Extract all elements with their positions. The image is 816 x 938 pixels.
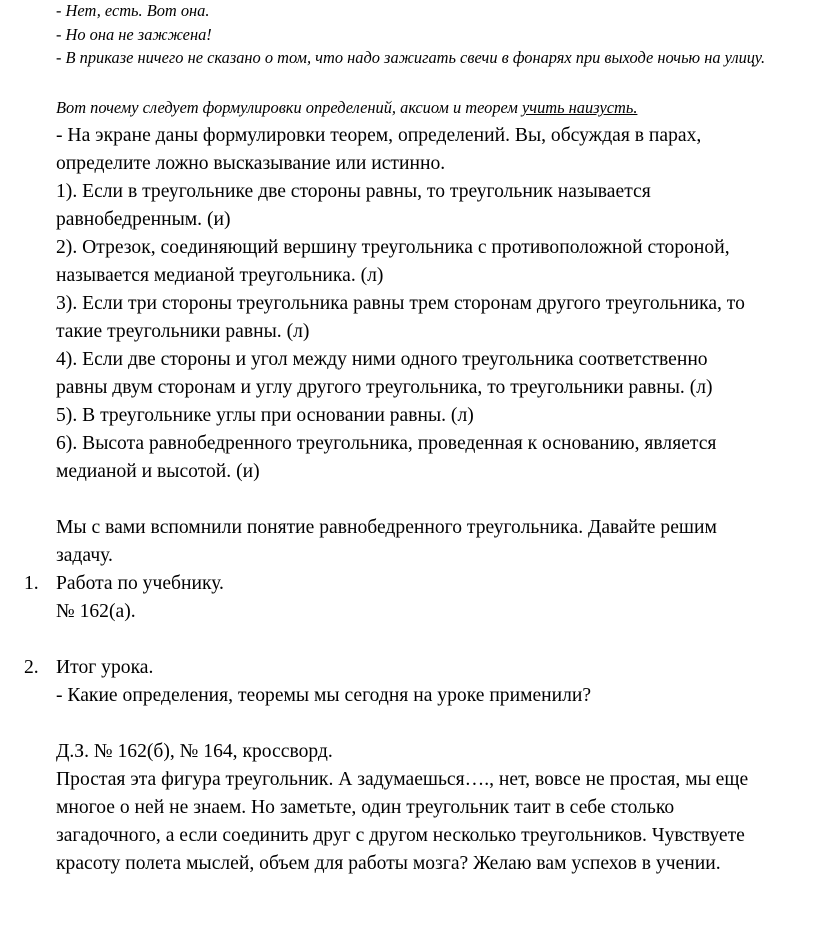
statement-1-line-1: 1). Если в треугольнике две стороны равны, то треугольник называется	[56, 181, 651, 202]
statement-4-line-1: 4). Если две стороны и угол между ними одного треугольника соответственно	[56, 349, 708, 370]
moral-underlined: учить наизусть.	[521, 98, 638, 117]
list-number-2: 2.	[24, 657, 39, 678]
moral-text: Вот почему следует формулировки определений, аксиом и теорем	[56, 98, 518, 117]
closing-line-4: красоту полета мыслей, объем для работы мозга? Желаю вам успехов в учении.	[56, 853, 721, 874]
closing-line-1: Простая эта фигура треугольник. А задумаешься…., нет, вовсе не простая, мы еще	[56, 769, 749, 790]
statement-1-line-2: равнобедренным. (и)	[56, 209, 231, 230]
recap-line-1: Мы с вами вспомнили понятие равнобедренного треугольника. Давайте решим	[56, 517, 717, 538]
dialogue-line-2: - Но она не зажжена!	[56, 25, 212, 44]
closing-line-3: загадочного, а если соединить друг с другом несколько треугольников. Чувствуете	[56, 825, 745, 846]
list-item-2-detail: - Какие определения, теоремы мы сегодня на уроке применили?	[56, 685, 592, 706]
dialogue-line-3: - В приказе ничего не сказано о том, что надо зажигать свечи в фонарях при выходе ночью на улицу.	[56, 48, 766, 67]
list-item-1-title: Работа по учебнику.	[56, 573, 224, 594]
task-intro-line-2: определите ложно высказывание или истинно.	[56, 153, 446, 174]
homework-line: Д.З. № 162(б), № 164, кроссворд.	[56, 741, 333, 762]
statement-6-line-1: 6). Высота равнобедренного треугольника, проведенная к основанию, является	[56, 433, 717, 454]
list-number-1: 1.	[24, 573, 39, 594]
list-item-2-title: Итог урока.	[56, 657, 154, 678]
dialogue-line-1: - Нет, есть. Вот она.	[56, 1, 210, 20]
statement-2-line-2: называется медианой треугольника. (л)	[56, 265, 384, 286]
list-item-1-detail: № 162(а).	[56, 601, 136, 622]
statement-2-line-1: 2). Отрезок, соединяющий вершину треугольника с противоположной стороной,	[56, 237, 730, 258]
statement-4-line-2: равны двум сторонам и углу другого треугольника, то треугольники равны. (л)	[56, 377, 713, 398]
moral-line	[56, 96, 804, 119]
closing-line-2: многое о ней не знаем. Но заметьте, один треугольник таит в себе столько	[56, 797, 675, 818]
statement-3-line-1: 3). Если три стороны треугольника равны трем сторонам другого треугольника, то	[56, 293, 745, 314]
statement-3-line-2: такие треугольники равны. (л)	[56, 321, 310, 342]
task-intro-line-1: - На экране даны формулировки теорем, определений. Вы, обсуждая в парах,	[56, 125, 702, 146]
recap-line-2: задачу.	[56, 545, 113, 566]
statement-5-line-1: 5). В треугольнике углы при основании равны. (л)	[56, 405, 474, 426]
statement-6-line-2: медианой и высотой. (и)	[56, 461, 260, 482]
